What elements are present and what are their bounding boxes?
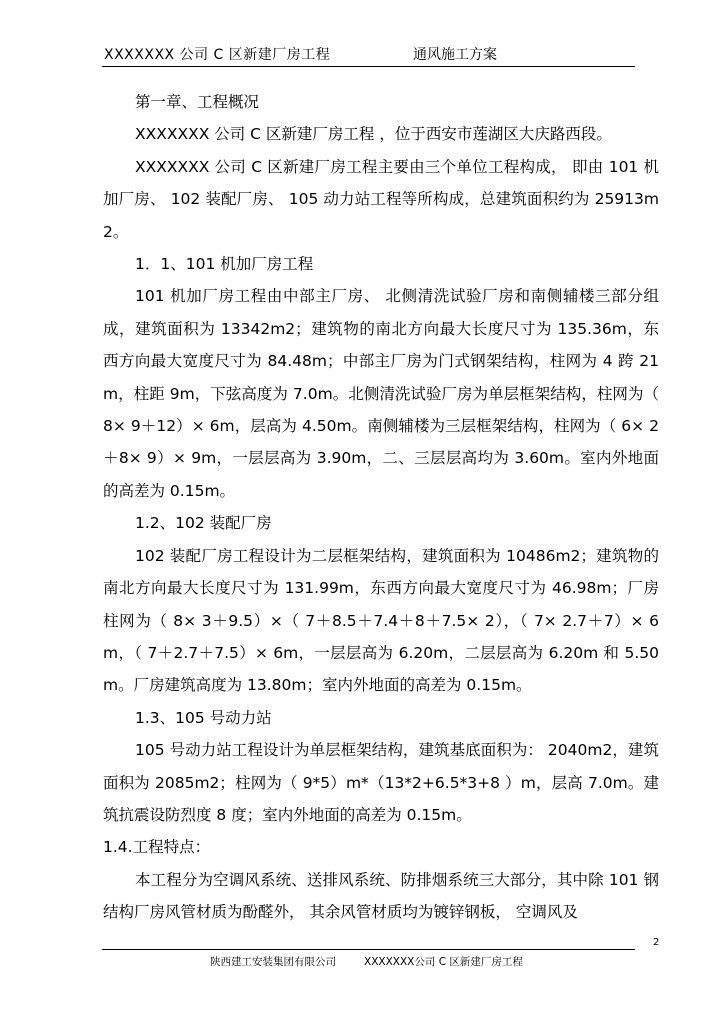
chapter-title: 第一章、工程概况 xyxy=(135,93,260,111)
section-4-paragraph: 本工程分为空调风系统、送排风系统、防排烟系统三大部分，其中除 101 钢结构厂房风管材质为酚醛外， 其余风管材质均为镀锌钢板， 空调风及 xyxy=(103,870,659,922)
footer-company: 陕西建工安装集团有限公司 xyxy=(210,956,336,968)
section-1-title: 1．1、101 机加厂房工程 xyxy=(135,255,314,274)
header-doc-title: 通风施工方案 xyxy=(413,47,497,63)
header-project-title: XXXXXXX 公司 C 区新建厂房工程 xyxy=(104,47,331,63)
footer-divider xyxy=(102,949,635,950)
header-divider xyxy=(102,66,635,67)
intro-paragraph-1: XXXXXXX 公司 C 区新建厂房工程 ，位于西安市莲湖区大庆路西段。 xyxy=(135,125,612,144)
page-number: 2 xyxy=(653,937,660,948)
section-1-paragraph: 101 机加厂房工程由中部主厂房、 北侧清洗试验厂房和南侧辅楼三部分组成，建筑面积为 13342m2；建筑物的南北方向最大长度尺寸为 135.36m，东西方向最大宽度尺寸为 84.48m；中部主厂房为门式钢架结构，柱网为 4 跨 21m，柱距 9m，下弦高度为 7.0m。北侧清洗试验厂房为单层框架结构，柱网为（ 8× 9＋12）× 6m，层高为 4.50m。南侧辅楼为三层框架结构，柱网为（ 6× 2＋8× 9）× 9m，一层层高为 3.90m，二、三层层高均为 3.60m。室内外地面的高差为 0.15m。 xyxy=(103,287,659,500)
footer xyxy=(210,954,523,969)
section-2-paragraph: 102 装配厂房工程设计为二层框架结构，建筑面积为 10486m2；建筑物的南北方向最大长度尺寸为 131.99m，东西方向最大宽度尺寸为 46.98m；厂房柱网为（ 8× 3＋9.5）×（ 7＋8.5＋7.4＋8＋7.5× 2），（ 7× 2.7＋7）× 6m，（ 7＋2.7＋7.5）× 6m，一层层高为 6.20m，二层层高为 6.20m 和 5.50m。厂房建筑高度为 13.80m；室内外地面的高差为 0.15m。 xyxy=(103,546,659,695)
footer-project: XXXXXXX公司 C 区新建厂房工程 xyxy=(364,956,523,968)
document-body xyxy=(103,86,659,929)
section-4-title: 1.4.工程特点： xyxy=(103,838,211,857)
intro-paragraph-2: XXXXXXX 公司 C 区新建厂房工程主要由三个单位工程构成， 即由 101 机加厂房、 102 装配厂房、 105 动力站工程等所构成，总建筑面积约为 25913m2。 xyxy=(103,157,659,241)
section-3-title: 1.3、105 号动力站 xyxy=(135,708,272,727)
section-2-title: 1.2、102 装配厂房 xyxy=(135,514,272,533)
section-3-paragraph: 105 号动力站工程设计为单层框架结构，建筑基底面积为： 2040m2，建筑面积为 2085m2；柱网为（ 9*5）m*（13*2+6.5*3+8 ）m，层高 7.0m。建筑抗震设防烈度 8 度；室内外地面的高差为 0.15m。 xyxy=(103,741,659,824)
